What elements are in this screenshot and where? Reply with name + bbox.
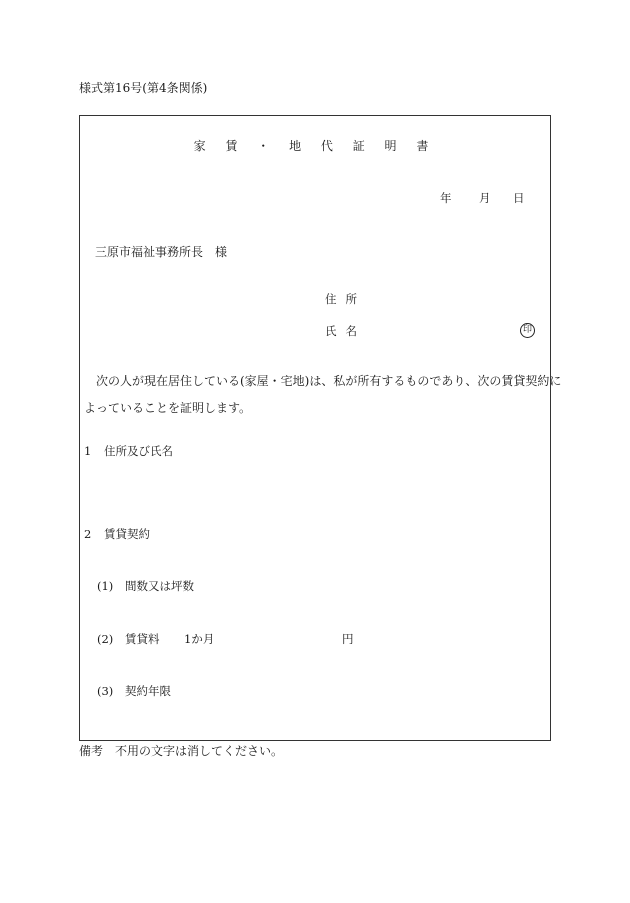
- certifier-address-label: 住所: [325, 292, 366, 306]
- statement-line-1: 次の人が現在居住している(家屋・宅地)は、私が所有するものであり、次の賃貸契約に: [96, 374, 562, 388]
- certification-statement: [84, 368, 562, 422]
- form-number: 様式第16号(第4条関係): [79, 81, 208, 95]
- rent-currency-unit: 円: [342, 632, 354, 646]
- remarks-note: 備考 不用の文字は消してください。: [79, 744, 284, 758]
- contract-item-2-number: (2): [97, 632, 114, 646]
- section-2-number: 2: [84, 527, 92, 541]
- contract-item-2-label: 賃貸料: [125, 632, 160, 646]
- certifier-name-label: 氏名: [325, 324, 366, 338]
- statement-line-2: よっていることを証明します。: [84, 401, 252, 415]
- section-2-label: 賃貸契約: [104, 527, 150, 541]
- section-1-number: 1: [84, 444, 92, 458]
- seal-mark: 印: [520, 323, 535, 338]
- certificate-frame: [79, 115, 562, 741]
- contract-item-3-number: (3): [97, 684, 114, 698]
- contract-item-1-number: (1): [97, 579, 114, 593]
- section-1-label: 住所及び氏名: [104, 444, 173, 458]
- date-day-label: 日: [513, 191, 525, 205]
- recipient: 三原市福祉事務所長 様: [95, 245, 228, 259]
- date-month-label: 月: [479, 191, 491, 205]
- rent-period-unit: 1か月: [184, 632, 215, 646]
- contract-item-3-label: 契約年限: [125, 684, 171, 698]
- document-title: 家 賃 ・ 地 代 証 明 書: [193, 139, 437, 153]
- contract-item-1-label: 間数又は坪数: [125, 579, 194, 593]
- date-year-label: 年: [440, 191, 452, 205]
